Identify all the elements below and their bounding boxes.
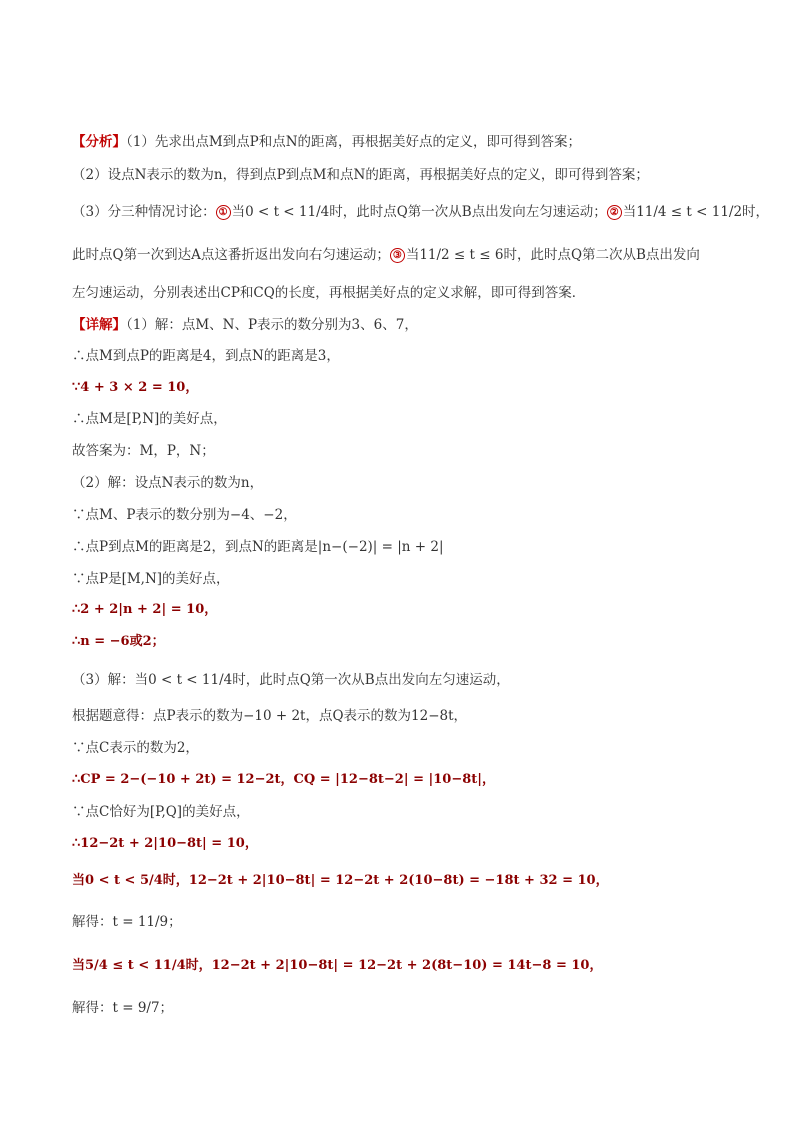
analysis-text-3b: 当0 < t < 11/4时，此时点Q第一次从B点出发向左匀速运动； (231, 204, 607, 220)
analysis-text-1: （1）先求出点M到点P和点N的距离，再根据美好点的定义，即可得到答案； (126, 134, 582, 150)
detail-line-7 (72, 506, 297, 524)
detail-text-14: ∵点C表示的数为2， (72, 740, 199, 756)
detail-text-11: ∴n = −6或2； (72, 634, 165, 649)
detail-line-11 (72, 633, 165, 651)
detail-text-7: ∵点M、P表示的数分别为−4、−2， (72, 507, 297, 523)
detail-line-2 (72, 347, 340, 365)
circle-one-icon: ① (216, 205, 231, 220)
circle-two-icon: ② (607, 205, 622, 220)
detail-line-1 (72, 316, 418, 334)
detail-line-8 (72, 538, 444, 556)
analysis-line-5 (72, 284, 585, 302)
detail-line-9 (72, 570, 230, 588)
detail-label: 【详解】 (72, 317, 126, 333)
detail-line-3 (72, 379, 198, 397)
detail-text-16: ∵点C恰好为[P,Q]的美好点， (72, 804, 250, 820)
detail-text-6: （2）解：设点N表示的数为n， (72, 475, 264, 491)
detail-text-19: 解得：t = 11/9； (72, 914, 182, 930)
analysis-text-3c: 当11/4 ≤ t < 11/2时， (622, 204, 770, 220)
detail-line-12 (72, 671, 510, 689)
analysis-text-3e: 当11/2 ≤ t ≤ 6时，此时点Q第二次从B点出发向 (405, 247, 700, 263)
analysis-label: 【分析】 (72, 134, 126, 150)
detail-line-14 (72, 739, 199, 757)
analysis-line-1 (72, 133, 581, 151)
detail-text-9: ∵点P是[M,N]的美好点， (72, 571, 230, 587)
detail-text-12: （3）解：当0 < t < 11/4时，此时点Q第一次从B点出发向左匀速运动， (72, 672, 510, 688)
detail-line-16 (72, 803, 250, 821)
detail-text-4: ∴点M是[P,N]的美好点， (72, 411, 227, 427)
analysis-line-3 (72, 203, 769, 221)
detail-text-18: 当0 < t < 5/4时，12−2t + 2|10−8t| = 12−2t + 2(10−8t) = −18t + 32 = 10， (72, 873, 609, 888)
detail-line-6 (72, 474, 263, 492)
detail-line-20 (72, 957, 602, 975)
detail-text-3: ∵4 + 3 × 2 = 10， (72, 380, 199, 395)
detail-line-19 (72, 913, 182, 931)
circle-three-icon: ③ (390, 248, 405, 263)
analysis-text-3d: 此时点Q第一次到达A点这番折返出发向右匀速运动； (72, 247, 390, 263)
analysis-line-4 (72, 246, 700, 264)
detail-text-5: 故答案为：M，P，N； (72, 443, 215, 459)
detail-text-17: ∴12−2t + 2|10−8t| = 10， (72, 836, 258, 851)
detail-text-1: （1）解：点M、N、P表示的数分别为3、6、7， (126, 317, 418, 333)
detail-text-10: ∴2 + 2|n + 2| = 10， (72, 602, 218, 617)
detail-line-4 (72, 410, 227, 428)
detail-text-13: 根据题意得：点P表示的数为−10 + 2t，点Q表示的数为12−8t， (72, 708, 468, 724)
detail-line-15 (72, 771, 495, 789)
detail-line-18 (72, 872, 609, 890)
analysis-text-3a: （3）分三种情况讨论： (72, 204, 216, 220)
detail-text-2: ∴点M到点P的距离是4，到点N的距离是3， (72, 348, 340, 364)
analysis-text-3f: 左匀速运动，分别表述出CP和CQ的长度，再根据美好点的定义求解，即可得到答案． (72, 285, 586, 301)
detail-text-20: 当5/4 ≤ t < 11/4时，12−2t + 2|10−8t| = 12−2t + 2(8t−10) = 14t−8 = 10， (72, 958, 603, 973)
detail-line-13 (72, 707, 467, 725)
analysis-text-2: （2）设点N表示的数为n，得到点P到点M和点N的距离，再根据美好点的定义，即可得到答案； (72, 167, 649, 183)
detail-line-17 (72, 835, 258, 853)
detail-line-21 (72, 999, 173, 1017)
detail-text-21: 解得：t = 9/7； (72, 1000, 174, 1016)
detail-text-8: ∴点P到点M的距离是2，到点N的距离是|n−(−2)| = |n + 2| (72, 539, 444, 555)
detail-text-15: ∴CP = 2−(−10 + 2t) = 12−2t，CQ = |12−8t−2| = |10−8t|， (72, 772, 496, 787)
detail-line-5 (72, 442, 215, 460)
analysis-line-2 (72, 166, 649, 184)
detail-line-10 (72, 601, 217, 619)
